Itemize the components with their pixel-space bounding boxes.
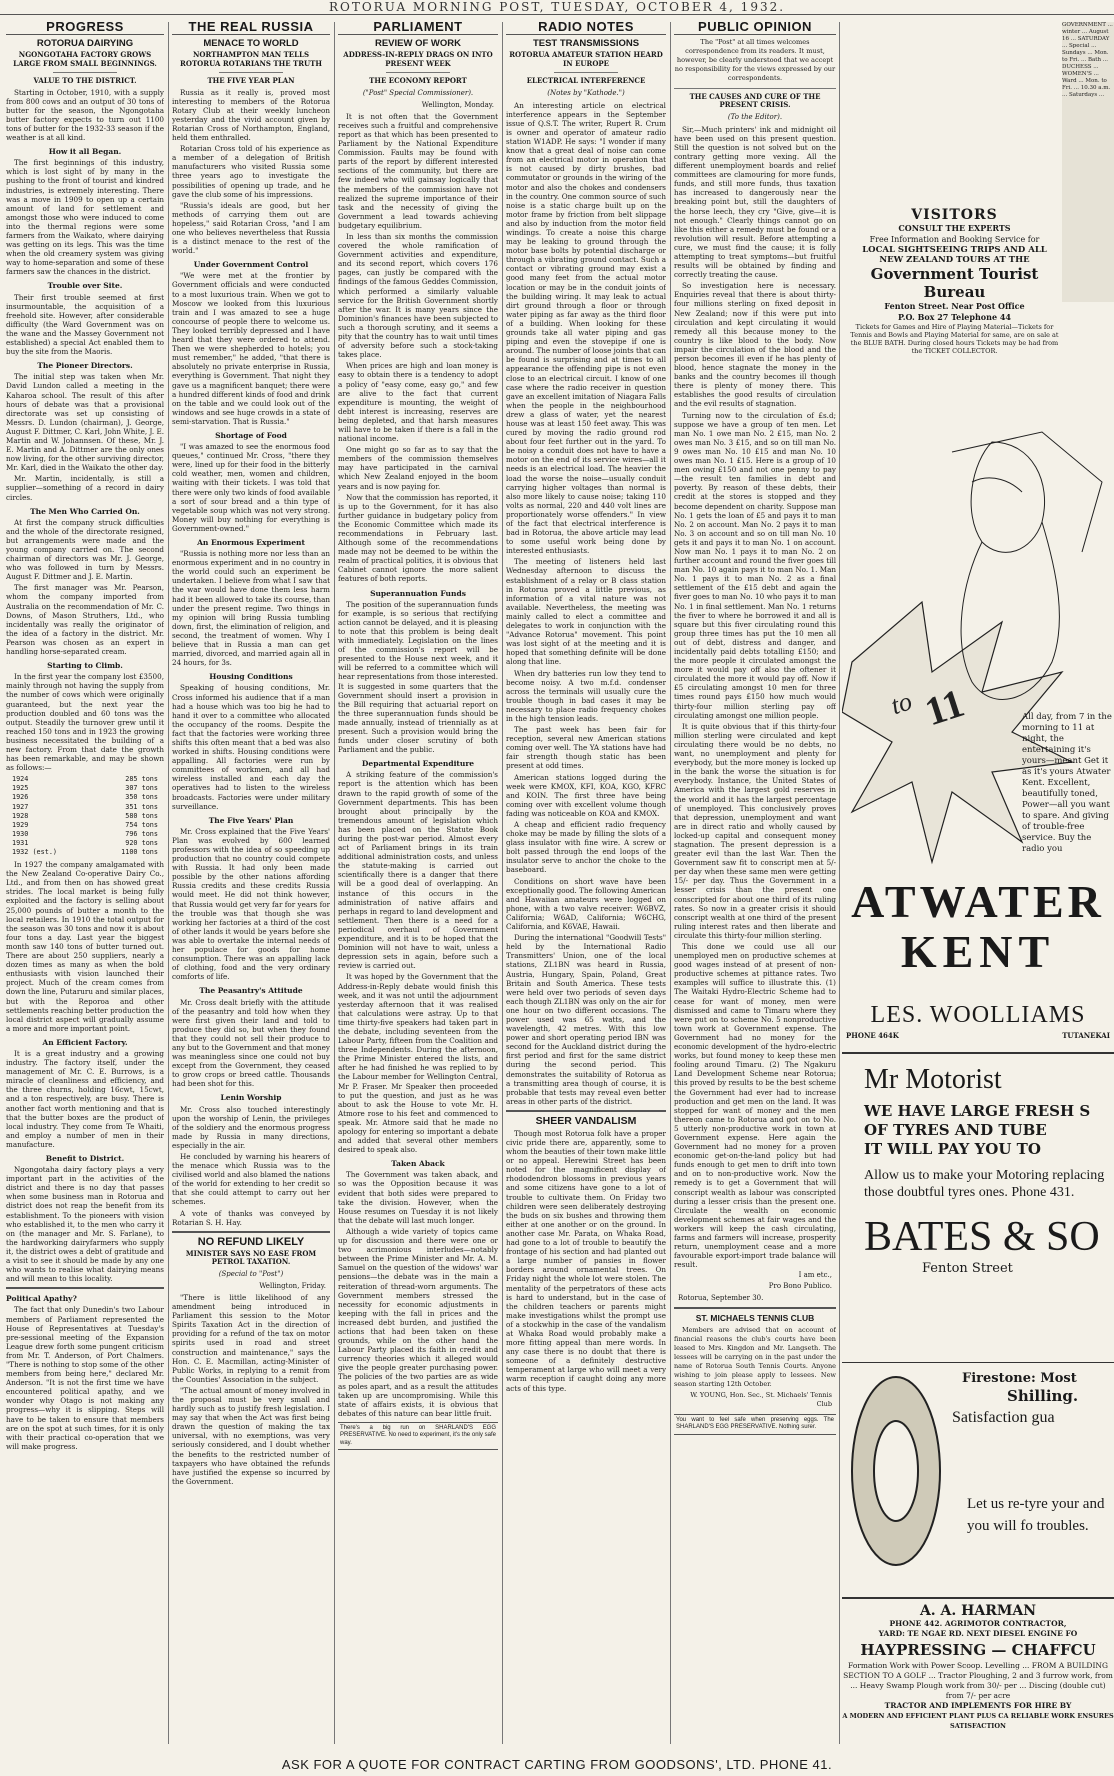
- crosshead: Benefit to District.: [45, 1154, 125, 1163]
- ad-line: OF TYRES AND TUBE: [864, 1121, 1047, 1139]
- ad-brand: BATES & SO: [864, 1214, 1100, 1260]
- footer-advert: ASK FOR A QUOTE FOR CONTRACT CARTING FROM GOODSONS', LTD. PHONE 41.: [281, 1757, 833, 1772]
- paragraph: "Russia's ideals are good, but her methods of carrying them out are hopeless," said Rotarian Cross, "and I am one who believes nevertheless that Russia is a distinct menace to the rest of the world.": [172, 200, 330, 256]
- article-title: SHEER VANDALISM: [535, 1114, 637, 1127]
- article-title: NO REFUND LIKELY: [197, 1235, 305, 1248]
- paragraph: The Government was taken aback, and so was the Opposition because it was evident that both sides were prepared to take the division. However, when the House resumes on Tuesday it is not likely that the debate will last much longer.: [338, 1170, 498, 1225]
- article-deck: MINISTER SAYS NO EASE FROM PETROL TAXATION.: [185, 1248, 317, 1267]
- notice-signature: W. YOUNG, Hon. Sec., St. Michaels' Tennis Club: [690, 1391, 832, 1409]
- paragraph: Sir,—Much printers' ink and midnight oil have been used on this present question. Still the question is not solved but on the contrary getting more vexing. All the different unemployment boards and relief committees are clamouring for more funds, funds, and still more funds, thus taxation has increased to dangerously near the breaking point but, still the daughters of the horse leech, they cry "Give, give—it is not enough." Clearly things cannot go on like this either a remedy must be found or a revolution will result. Before attempting a cure, we must find the cause; it is folly attempting to treat symptoms—but fruitful results will be obtained by finding and correctly treating the cause.: [674, 124, 836, 280]
- divider: [386, 72, 450, 73]
- paragraph: Their first trouble seemed at first insurmountable, the acquisition of a freehold site. However, after considerable difficulty (the Ward Government was on the wane and the Massey Government not established) a special Act enabled them to buy the site from the Maoris.: [6, 292, 164, 357]
- paragraph: "The actual amount of money involved in the proposal must be very small and hardly such as to justify fresh legislation. I may say that when the Act was first being drawn the question of making the tax universal, with no exemptions, was very seriously considered, and I doubt whether the benefits to the restricted number of taxpayers who have obtained the refunds have justified the expense so incurred by the Government.: [172, 1385, 330, 1486]
- column-heading: THE REAL RUSSIA: [172, 22, 330, 35]
- paragraph: When dry batteries run low they tend to become noisy. A two m.f.d. condenser across the terminals will usually cure the trouble though in bad cases it may be necessary to place radio frequency chokes in the high tension leads.: [506, 668, 666, 723]
- ad-address: Fenton Street: [922, 1261, 1013, 1276]
- masthead: ROTORUA MORNING POST, TUESDAY, OCTOBER 4, 1932.: [0, 0, 1114, 15]
- ad-line: TRACTOR AND IMPLEMENTS FOR HIRE BY: [884, 1701, 1072, 1710]
- crosshead: Trouble over Site.: [47, 281, 123, 291]
- paragraph: So investigation here is necessary. Enquiries reveal that there is about thirty-four millions sterling on fixed deposit in New Zealand; now if this were put into circulation and kept circulating it would remedy all this because money to the country is like blood to the body. Now impair the circulation of the blood and the person becomes ill even if he has plenty of blood, hence stagnate the money in the banks and the country becomes ill though there is plenty of money there. This establishes the good results of circulation and the evil results of stagnation.: [674, 281, 836, 409]
- paragraph: When prices are high and loan money is easy to obtain there is a tendency to adopt a policy of "easy come, easy go," and few are alive to the fact that current expenditure is mounting, the weight of debt interest is increasing, reserves are being depleted, and that harsh measures will have to be taken if there is a fall in the national income.: [338, 361, 498, 444]
- paragraph: He concluded by warning his hearers of the menace which Russia was to the civilised world and also blamed the nations of the world for extending to her credit so that she could attempt to carry out her schemes.: [172, 1152, 330, 1207]
- letter-signature: Pro Bono Publico.: [768, 1282, 832, 1291]
- ad-brand: KENT: [900, 926, 1056, 977]
- dealer-street: TUTANEKAI: [1062, 1031, 1110, 1040]
- paragraph: "There is little likelihood of any amendment being introduced in Parliament this session to the Motor Spirits Taxation Act in the direction of providing for a refund of the tax on motor spirits used in road and street construction and maintenance," says the Hon. C. E. Macmillan, acting-Minister of Public Works, in replying to a remit from the Counties' Association in the subject.: [172, 1292, 330, 1384]
- ad-body: Let us re-tyre your and you will fo troubles.: [967, 1496, 1105, 1534]
- ad-line: NEW ZEALAND TOURS AT THE: [879, 255, 1030, 265]
- editorial-notice: The "Post" at all times welcomes correspondence from its readers. It must, however, be clearly understood that we accept no responsibility for the views expressed by our correspondents.: [674, 38, 836, 83]
- crosshead: Taken Aback: [391, 1159, 445, 1169]
- ad-line: PHONE 442. AGRIMOTOR CONTRACTOR,: [889, 1619, 1067, 1628]
- tyre-ad: [842, 1052, 1114, 1354]
- table-row: 1925 307 tons: [12, 784, 158, 793]
- divider: [554, 72, 618, 73]
- paragraph: Now that the commission has reported, it is up to the Government, for it has also further guidance in budgetary policy from the Economic Committee which made its recommendations in February last. Although some of the recommendations made may not be deemed to be within the realm of practical politics, it is obvious that Cabinet cannot ignore the more salient features of both reports.: [338, 492, 498, 584]
- column-rule: [670, 22, 671, 1744]
- firestone-ad: [842, 1362, 1114, 1598]
- crosshead: Lenin Worship: [220, 1093, 282, 1103]
- ad-heading: A. A. HARMAN: [919, 1603, 1037, 1619]
- divider: [219, 72, 282, 73]
- ad-line: Shilling.: [1007, 1387, 1079, 1405]
- divider: [506, 1110, 666, 1112]
- paragraph: This done we could use all our unemployed men on productive schemes at good wages instead of at present of non-productive schemes at pittance rates. Two examples will suffice to illustrate this. (1) The Waitaki Hydro-Electric Scheme had to cease for want of money, men were dismissed and came to Timaru where they were put on to scheme No. 5 nonproductive town work at Government expense. The Government had no money for the economic development of the hydro-electric works, but found money to keep these men fooling around Timaru. (2) The Ngakuru Land Development Scheme near Rotorua; this proved by results to be the best scheme the Government had ever had to increase production and get men on the land. It was stopped for want of money and the men thereon came to Rotorua and got on to No. 5 utterly non-productive work in town at Government expense. Here again the Government had no money for a proven economic get-on-the-land policy but had funds enough to get men to drift into town and on to non-productive work. Now the remedy is to get a Government that will conscript wealth as labour was conscripted during a lesser crisis than the present one. Circulate the wealth on economic development schemes at fair wages and the workers will keep the cash circulating, farms and farmers will increase, prosperity return, unemployment cease and a more favourable export-import trade balance will result.: [674, 942, 836, 1270]
- paragraph: A vote of thanks was conveyed by Rotarian S. H. Hay.: [172, 1208, 330, 1227]
- paragraph: Speaking of housing conditions, Mr. Cross informed his audience that if a man had a house which was too big he had to hand it over to a committee who allocated the occupancy of the rooms. Despite the fact that the factories were working three shifts this often meant that a bed was also worked in shifts. Housing conditions were appalling. All factories were run by committees of workmen, and all had wireless installed and each day the operatives had to listen to the wireless broadcasts. Factories were under military surveillance.: [172, 683, 330, 811]
- divider: [172, 1231, 330, 1233]
- table-row: 1924 285 tons: [12, 775, 158, 784]
- crosshead: Shortage of Food: [215, 430, 287, 440]
- ad-heading: VISITORS: [911, 207, 998, 223]
- column-progress: [6, 22, 164, 1744]
- column-heading: PARLIAMENT: [338, 22, 498, 35]
- column-radio-notes: [506, 22, 666, 1744]
- crosshead: The Peasantry's Attitude: [199, 986, 303, 996]
- crosshead: The Pioneer Directors.: [37, 361, 133, 371]
- column-real-russia: [172, 22, 330, 1744]
- crosshead: The Five Years' Plan: [208, 815, 294, 825]
- paragraph: Mr. Cross dealt briefly with the attitude of the peasantry and told how when they were first given their land and told to produce they did so, but when they found that they could not sell their produce to any but to the Government and that money was meaningless since one could not buy except from the Government, they ceased to grow crops or breed cattle. Thousands had been shot for this.: [172, 997, 330, 1089]
- article-deck: ELECTRICAL INTERFERENCE: [526, 76, 646, 86]
- paragraph: Ngongotaha dairy factory plays a very important part in the activities of the district and there is no day that passes when some business man in Rotorua and district does not reap the benefit from its establishment. To the pioneers with vision who established it, to the men who carry it on (the manager and Mr. S. Farlane), to the hardworking dairyfarmers who supply it, the district owes a debt of gratitude and a visit to see it should be made by any one who wants to realise what dairying means and will mean to this locality.: [6, 1165, 164, 1284]
- radio-ad-copy: All day, from 7 in the morning to 11 at night, the entertaining it's yours—meant Get it as it's yours Atwater Kent. Excellent, beautifully toned, Power—all you want to spare. And giving of trouble-free service. Buy the radio you: [1022, 712, 1112, 854]
- paragraph: The position of the superannuation funds for example, is so serious that rectifying action cannot be delayed, and it is pleasing to note that this problem is being dealt with immediately. Legislation on the lines of the commission's report will be presented to the House next week, and it will be referred to a committee which will hear representations from those interested. It is suggested in some quarters that the Government should insert a provision in the Bill requiring that actuarial report on the three superannuation funds should be made annually, instead of triennially as at present. Such a provision would bring the funds under closer scrutiny of both Parliament and the public.: [338, 599, 498, 755]
- article-deck: NORTHAMPTON MAN TELLS ROTORUA ROTARIANS THE TRUTH: [180, 50, 322, 68]
- paragraph: Starting in October, 1910, with a supply from 800 cows and an output of 30 tons of butter for the season, the Ngongotaha butter factory expects to turn out 1100 tons of butter for the 1932-33 season if the weather is at all kind.: [6, 87, 164, 143]
- ad-body: Allow us to make your Motoring replacing those doubtful tyres ones. Phone 431.: [864, 1168, 1105, 1200]
- byline: (Notes by "Kathode."): [547, 88, 625, 97]
- byline: (Special to "Post"): [218, 1269, 284, 1278]
- divider: [53, 72, 116, 73]
- article-title: REVIEW OF WORK: [374, 38, 462, 50]
- crosshead: Political Apathy?: [6, 1294, 77, 1304]
- table-row: 1931 920 tons: [12, 838, 158, 847]
- dealer-phone: PHONE 464K: [846, 1031, 899, 1040]
- paragraph: A cheap and efficient radio frequency choke may be made by filling the slots of a glass insulator with fine wire. A screw or bolt passed through the end loops of the insulator serve to anchor the choke to the baseboard.: [506, 820, 666, 875]
- paragraph: Mr. Martin, incidentally, is still a supplier—something of a record in dairy circles.: [6, 474, 164, 502]
- paragraph: "We were met at the frontier by Government officials and were conducted to a most luxurious train. When we got to Moscow we looked from this luxurious train and I was amazed to see a huge concourse of people there to welcome us. They looked terribly depressed and I have heard that they were ordered to attend. Then we were shepherded to hotels; you must remember," he added, "that there is absolutely no private enterprise in Russia, everything is Government. That night they gave us a magnificent banquet; there were a hundred different kinds of food and drink on the table and we could look out of the windows and see huge crowds in a state of semi-starvation. That is Russia.": [172, 271, 330, 426]
- crosshead: Housing Conditions: [209, 672, 293, 682]
- svg-text:to: to: [887, 686, 916, 721]
- byline: ("Post" Special Commissioner).: [362, 88, 474, 97]
- crosshead: How it all Began.: [48, 147, 122, 157]
- ad-address: Fenton Street. Near Post Office: [884, 301, 1025, 311]
- ad-heading: Mr Motorist: [864, 1064, 1002, 1095]
- ad-smallprint: Tickets for Games and Hire of Playing Material—Tickets for Tennis and Bowls and Playing Material for same, are on sale at the BLUE BATH. During closed hours Tickets may be had from the TICKET COLLECTOR.: [850, 323, 1059, 355]
- paragraph: Turning now to the circulation of £s.d; suppose we have a group of ten men. Let man No. 1 owe man No. 2 £15, man No. 2 owes man No. 3 £15, and so on till man No. 9 owes man No. 10 £15 and man No. 10 owes man No. 1 £15. Here is a group of 10 men owing £150 and not one penny to pay—the result ten families in debt and poverty. By reason of these debts, their credit at the stores is stopped and they become dependent on charity. Suppose man No. 1 gets the loan of £5 and pays it to man No. 2 on account. Man No. 2 pays it to man No. 3 on account and so on till man No. 10 gets it and pays it to man No. 1 on account. Now man No. 1 pays it to man No. 2 on further account and round the fiver goes till man No. 10 again pays it to man No. 1. Man No. 1 pays it to man No. 2 as a final settlement of the £15 debt and again the fiver goes to man No. 10 who pays it to man No. 1 in final settlement. Man No. 1 returns the fiver to where he borrowed it and all is square but this fiver circulating round this group three times has put the 10 men all out of debt, distress and danger, and incidentally paid debts totalling £150; and the more people it circulated amongst the more it would pay off also the oftener it circulated the more it would pay off. Now if £5 circulating amongst 10 men for three times round pays £150 how much would thirty-four million sterling pay off circulating amongst one million people.: [674, 410, 836, 720]
- letter-date: Rotorua, September 30.: [678, 1293, 764, 1302]
- column-heading: PUBLIC OPINION: [674, 22, 836, 35]
- paragraph: A striking feature of the commission's report is the attention which has been drawn to the rapid growth of some of the Government departments. This has been brought about principally by the tremendous amount of legislation which has been placed on the Statute Book during the post-war period. Almost every act of Parliament brings in its train additional administration costs, and unless the statute-making is carried out scientifically there is a danger that there will be a good deal of overlapping. An instance of this occurs in the administration of native affairs and perhaps in regard to land development and settlement. Then there is a need for a periodical overhaul of Government expenditure, and it is to be hoped that the Dominion will not have to wait, unless a depression sets in again, before such a review is carried out.: [338, 770, 498, 971]
- notice-title: ST. MICHAELS TENNIS CLUB: [695, 1312, 815, 1323]
- paragraph: During the international "Goodwill Tests" held by the International Radio Transmitters' Union, one of the local stations, ZL1BN was heard in Russia, Austria, Hungary, Spain, Poland, Great Britain and South America. These tests were held over two periods of seven days each though ZL1BN was only on the air for one hour on two different occasions. The power used was 65 watts, and the wavelength, 42 metres. With this low power and short operating period IBN was second for the Auckland district during the first period and first for the same district during the second period. This demonstrates the suitability of Rotorua as a transmitting area though of course, it is probable that tests may reveal even better areas in other parts of the district.: [506, 933, 666, 1106]
- article-deck: ADDRESS-IN-REPLY DRAGS ON INTO PRESENT WEEK: [343, 50, 493, 68]
- table-row: 1926 350 tons: [12, 793, 158, 802]
- dealer-ad: [842, 1002, 1114, 1042]
- paragraph: At first the company struck difficulties and the whole of the directorate resigned, but arrangements were made and the young company carried on. The second chairman of directors was Mr. J. George, who was followed in turn by Messrs. August F. Dittmer and J. E. Martin.: [6, 517, 164, 582]
- paragraph: In 1927 the company amalgamated with the New Zealand Co-operative Dairy Co., Ltd., and from then on has showed great strides. The local market is being fully exploited and the factory is selling about 25,000 pounds of butter a month to the local retailers. In 1910 the total output for the season was 30 tons and now it is about four tons a day. Last year the biggest month saw 140 tons of butter turned out. There are about 250 suppliers, nearly a dozen times as many as when the bold enthusiasts with vision launched their project. Much of the cream comes from down the line, Putaruru and similar places, but with the Reporoa and other settlements reaching better production the local district aspect will gradually assume a more and more important point.: [6, 860, 164, 1033]
- dateline: Wellington, Monday.: [421, 100, 494, 109]
- column-heading: RADIO NOTES: [506, 22, 666, 35]
- paragraph: The fact that only Dunedin's two Labour members of Parliament represented the House of Representatives at Tuesday's pre-sessional meeting of the Expansion League drew forth some pungent criticism from Mr. T. Anderson, of Port Chalmers. "There is nothing to stop some of the other members from being here," declared Mr. Anderson. "It is not the first time we have encountered political apathy, and we wonder why Otago is not making any progress—why it is slipping. Steps will have to be taken to ensure that members are on the spot at such times, for it is only with their practical co-operation that we will make progress.: [6, 1305, 164, 1451]
- ad-line: Firestone: Most: [962, 1371, 1077, 1386]
- paragraph: American stations logged during the week were KMOX, KFI, KOA, KGO, KFRC and KOIN. The first three have being coming over with excellent volume though fading was noticeable on KOA and KMOX.: [506, 772, 666, 818]
- article-deck: NGONGOTAHA FACTORY GROWS LARGE FROM SMALL BEGINNINGS.: [13, 50, 157, 68]
- column-rule: [334, 22, 335, 1744]
- paragraph: It is a great industry and a growing industry. The factory itself, under the management of Mr. C. E. Burrows, is a miracle of cleanliness and efficiency, and the three churns, holding 16cwt, 15cwt, and a ton respectively, are busy. There is another fact worth mentioning and that is that the butter boxes are the product of local industry. They come from Te Whaiti, and employ a number of men in their manufacture.: [6, 1048, 164, 1149]
- dateline: Wellington, Friday.: [259, 1281, 326, 1290]
- article-deck: THE ECONOMY REPORT: [369, 76, 467, 86]
- ad-line: Free Information and Booking Service for: [869, 235, 1040, 244]
- crosshead: Departmental Expenditure: [361, 759, 475, 769]
- tyre-icon: [846, 1371, 946, 1571]
- article-deck: ROTORUA AMATEUR STATION HEARD IN EUROPE: [509, 50, 663, 68]
- article-deck: VALUE TO THE DISTRICT.: [33, 76, 137, 86]
- ad-bureau-name: Government Tourist Bureau: [870, 265, 1039, 301]
- crosshead: An Enormous Experiment: [197, 538, 305, 547]
- paragraph: Conditions on short wave have been exceptionally good. The following American and Hawaiian amateurs were logged on phone, with a two valve receiver: W6BVZ, California; W6AD, California; W6CHG, California, and K6VAE, Hawaii.: [506, 876, 666, 932]
- paragraph: Members are advised that on account of financial reasons the club's courts have been leased to Mrs. Kingdon and Mr. Langseth. The lessees will be carrying on in the past under the name of Rotorua South Tennis Courts. Anyone wishing to join please apply to lessees. New season starting 12th October.: [674, 1325, 836, 1389]
- column-heading: PROGRESS: [6, 22, 164, 35]
- paragraph: Although a wide variety of topics came up for discussion and there were one or two acrimonious interludes—notably between the Prime Minister and Mr. A. M. Samuel on the question of the widows' war pensions—the debate was in the main a reiteration of thread-worn arguments. The Government members stressed the necessity for economic adjustments in keeping with the fall in prices and the increased debt burden, and justified the actions that had been taken on these grounds, while on the other hand the Labour Party placed its faith in credit and currency theories which it alleged would give the people greater purchasing power. The policies of the two parties are as wide as poles apart, and as a result the attitudes taken up are uncompromising. While this state of affairs exists, it is obvious that debates of this nature can bear little fruit.: [338, 1226, 498, 1418]
- column-public-opinion: [674, 22, 836, 1744]
- paragraph: Mr. Cross explained that the Five Years' Plan was evolved by 600 learned professors with the idea of so speeding up production that no country could compete with Russia. It had only been made possible by the other nations affording Russia credits and these credits Russia would meet. He did not think however, that Russia would get very far for years for the trouble was that though she was working her factories at a third of the cost of other lands it would be years before she was able to overtake the internal needs of her populace for goods for home consumption. There was an appalling lack of clothing, food and the very ordinary comforts of life.: [172, 826, 330, 982]
- paragraph: In less than six months the commission covered the whole ramification of Government activities and expenditure, and its second report, which covers 176 pages, can justly be compared with the findings of the famous Geddes Commission, which performed a similarly valuable service for the British Government shortly after the war. It is many years since the Dominion's finances have been subjected to such a thorough scrutiny, and it seems a pity that the country has to wait until times of adversity before such a stock-taking takes place.: [338, 232, 498, 360]
- sharlands-ad: There's a big run on SHARLAND'S EGG PRESERVATIVE. No need to experiment, it's the only safe way.: [338, 1422, 498, 1451]
- paragraph: The first manager was Mr. Pearson, whom the company imported from Australia on the recommendation of Mr. C. Downs, of Mason Struthers, Ltd., who incidentally was really the originator of the idea of a factory in the district. Mr. Pearson was chosen as an expert in handling horse-separated cream.: [6, 583, 164, 657]
- crosshead: An Efficient Factory.: [42, 1037, 128, 1047]
- table-row: 1930 796 tons: [12, 829, 158, 838]
- paragraph: Though most Rotorua folk have a proper civic pride there are, apparently, some to whom the beauties of their town make little or no appeal. Herewini Street has been noted for the magnificent display of rhododendron blossoms in previous years and some citizens have gone to a lot of trouble to cultivate them. On Friday two children were seen deliberately destroying the buds on six bushes and throwing them either at one another or on the ground. In another case Mr. Parata, on Whaka Road, had gone to a lot of trouble to beautify the frontage of his section and had planted out a large number of pansies in flower borders around ornamental trees. On Friday night the whole lot were stolen. The mentality of the perpetrators of these acts is hard to understand, but in the case of the children teachers or parents might make investigations whilst the prompt use of a stockwhip in the case of the vandalism at Whaka Road would probably make a more fitting appeal than mere words. In any case there is no doubt that there is someone of a definitely destructive temperament at large who will meet a very warm reception if caught doing any more acts of this type.: [506, 1128, 666, 1393]
- paragraph: In the first year the company lost £3500, mainly through not having the supply from the number of cows which were originally guaranteed, but the next year the production doubled and 60 tons was the output. Steadily the turnover grew until it reached 150 tons and in 1923 the growing business necessitated the building of a new factory. From that date the growth has been remarkable, and may be shown as follows:—: [6, 672, 164, 773]
- letter-salutation: (To the Editor).: [727, 112, 783, 121]
- ad-line: A MODERN AND EFFICIENT PLANT PLUS CA RELIABLE WORK ENSURES SATISFACTION: [842, 1712, 1114, 1730]
- article-title: MENACE TO WORLD: [203, 38, 299, 50]
- crosshead: Starting to Climb.: [47, 661, 123, 671]
- ad-line: LOCAL SIGHTSEEING TRIPS AND ALL: [862, 245, 1047, 255]
- ad-line: WE HAVE LARGE FRESH S: [864, 1102, 1091, 1120]
- atwater-kent-ad: [842, 877, 1114, 977]
- paragraph: An interesting article on electrical interference appears in the September issue of Q.S.T. The writer, Rupert R. Crum is owner and operator of amateur radio station W1ADP. He says: "I wonder if many know that a great deal of noise can come from an electrical motor in operation that is not caused by dirty brushes, bad commutator or grounds in the wiring of the motor and also the chokes and condensers in the country. One common source of such noise is a static charge built up on the motor frame by friction from belt slippage and also by induction from the motor field windings. To create a noise this charge may be leaking to ground through the motor base bolts by potential discharge or through a vibrating ground contact. Such a contact or vibrating ground may exist a good many feet from the actual motor location or may be in the conduit joints of the building wiring. It may leak to actual dirt ground through a floor or through water piping as far away as the third floor of a building. When looking for these grounds take all water piping and gas piping and even the stovepipe if one is around. The number of loose joints that can be found is surprising and at times to all appearance the offending pipe is not even close to an electrical circuit. I know of one case where the radio receiver in question gave an excellent imitation of Niagara Falls when the people in the neighbourhood drew a glass of water, yet the nearest house was at least 150 feet away. This was cured by moving the radio ground rod about four feet further out in the yard. To be noisy a conduit does not have to have a motor on the end of its service wires—all it needs is an electrical load. The heavier the load the worse the noise—usually conduit carrying higher voltages than normal is also more likely to cause noise; taking 110 volts as normal, 220 and 440 volt lines are proportionately worse offenders." In view of the fact that electrical interference is bad in Rotorua, the above article may lead to some useful work being done by interested enthusiasts.: [506, 100, 666, 556]
- paragraph: Mr. Cross also touched interestingly upon the worship of Lenin, the privileges of the soldiery and the enormous progress made by Russia in many directions, especially in the air.: [172, 1104, 330, 1150]
- ad-line: YARD: TE NGAE RD. NEXT DIESEL ENGINE FO: [878, 1629, 1078, 1638]
- column-parliament: [338, 22, 498, 1744]
- article-title: ROTORUA DAIRYING: [36, 38, 134, 50]
- crosshead: Under Government Control: [193, 260, 309, 270]
- dealer-name: LES. WOOLLIAMS: [870, 1002, 1086, 1028]
- ad-phone: P.O. Box 27 Telephone 44: [898, 312, 1011, 322]
- table-row: 1932 (est.) 1100 tons: [12, 848, 158, 856]
- paragraph: It was hoped by the Government that the Address-in-Reply debate would finish this week, and it was not until the adjournment yesterday afternoon that it was realised that calculations were astray. Up to that time thirty-five speakers had taken part in the debate, including seventeen from the Labour Party, fifteen from the Coalition and three Independents. During the afternoon, the Prime Minister entered the lists, and after he had finished he was replied to by the Labour member for Wellington Central, Mr P. Fraser. Mr Speaker then proceeded to put the question, and just as he was about to ask the House to vote Mr. H. Atmore rose to his feet and commenced to speak. Mr. Atmore said that he made no apology for entering so important a debate and added that several other members desired to speak also.: [338, 972, 498, 1155]
- article-deck: THE CAUSES AND CURE OF THE PRESENT CRISIS.: [689, 91, 821, 110]
- tourist-bureau-ad: [847, 207, 1062, 355]
- table-row: 1929 754 tons: [12, 820, 158, 829]
- ad-body: Formation Work with Power Scoop. Levelling ... FROM A BUILDING SECTION TO A GOLF ... Tractor Ploughing, 2 and 3 furrow work, from ... Heavy Swamp Plough work from 30/- per ... Discing (double cut) from 7/- per acre: [843, 1661, 1113, 1700]
- paragraph: It is quite obvious that if this thirty-four million sterling were circulated and kept circulating there would be no debts, no want, no unemployment and plenty for everybody, but the more money is locked up in the bank the worse the situation is for everybody. Instance, the United States of America with the largest gold reserves in the world and it has the largest percentage of unemployed. This conclusively proves that depression, unemployment and want are in direct ratio and wholly caused by locked-up capital and consequent money stagnation. The present depression is a greater evil than the last War. Then the Government saw fit to conscript men at 5/- per day when these same men were getting 15/- per day. Thus the Government in a lesser crisis than the present one conscripted for about one third of its ruling rates. So now in a greater crisis it should conscript wealth at one third of the present ruling interest rates and then liberate and circulate this thirty-four million sterling.: [674, 721, 836, 940]
- paragraph: It is not often that the Government receives such a fruitful and comprehensive report as that which has been presented to Parliament by the National Expenditure Commission. Faults may be found with parts of the report by different interested sections of the community, but there are few indeed who will gainsay logically that the members of the commission have not realized the supreme importance of their task and the necessity of giving the Government a lead towards achieving budgetary equilibrium.: [338, 111, 498, 230]
- harman-ad: [842, 1597, 1114, 1747]
- divider: [674, 1307, 836, 1309]
- paragraph: The first beginnings of this industry, which is lost sight of by many in the pushing to the front of tourist and kindred industries, is extremely interesting. There was a move in 1909 to open up a certain amount of land for settlement and amongst those who were induced to come into the thermal regions were some farmers from the Waikato, where dairying was getting on its legs. This was the time when the old creamery system was giving way to home-separation and some of these farmers saw the chances in the district.: [6, 158, 164, 277]
- ad-subheading: CONSULT THE EXPERTS: [898, 223, 1011, 233]
- column-rule: [502, 22, 503, 1744]
- crosshead: Superannuation Funds: [370, 588, 466, 598]
- svg-text:11: 11: [919, 679, 970, 735]
- divider: [674, 88, 836, 89]
- paragraph: Russia as it really is, proved most interesting to members of the Rotorua Rotary Club at their weekly luncheon yesterday and the vivid account given by Rotarian Cross of Northampton, England, held them enthralled.: [172, 87, 330, 143]
- table-row: 1928 580 tons: [12, 811, 158, 820]
- paragraph: One might go so far as to say that the members of the commission themselves may have participated in the carnival which New Zealand enjoyed in the boom years and is now paying for.: [338, 445, 498, 491]
- ad-brand: ATWATER: [851, 876, 1105, 927]
- paragraph: "I was amazed to see the enormous food queues," continued Mr. Cross, "there they were, lined up for their food in the bitterly cold weather, men, women and children, waiting with their tickets. I was told that there were only two kinds of food available a sort of sour bread and a thin type of vegetable soup which was not very strong. Money will buy nothing for everything is Government-owned.": [172, 442, 330, 533]
- production-table: [12, 775, 158, 857]
- paragraph: "Russia is nothing more nor less than an enormous experiment and in no country in the world could such an experiment be undertaken. I believe from what I saw that the war would have done them less harm had it been allowed to take its course, than under the present regime. Two things in my opinion will bring Russia tumbling down, first, the elimination of religion, and second, the treatment of women. Why I believe that in Russia a man can get married, divorced, and married again all in 24 hours, for 3s.: [172, 549, 330, 668]
- letter-signoff: I am etc.,: [798, 1271, 832, 1280]
- advert-column: [842, 22, 1114, 1747]
- sharlands-ad: You want to feel safe when preserving eggs. The SHARLAND'S EGG PRESERVATIVE. Nothing surer.: [674, 1414, 836, 1435]
- crosshead: The Men Who Carried On.: [30, 506, 140, 516]
- ad-line: IT WILL PAY YOU TO: [864, 1140, 1041, 1158]
- ad-line: HAYPRESSING — CHAFFCU: [860, 1641, 1096, 1659]
- bath-schedule-ad: GOVERNMENT ... winter ... August 16 ... SATURDAY ... Special ... Sundays ... Mon. to Fri. ... Bath ... DUCHESS ... WOMEN'S ... Ward ... Mon. to Fri. ... 10.30 a.m. ... Saturdays ...: [1062, 22, 1114, 302]
- paragraph: The initial step was taken when Mr. David Lundon called a meeting in the Kaharoa school. The result of this after hours of debate was that a provisional directorate was set up consisting of Messrs. D. Lundon (chairman), J. George, August F. Dittmer, C. Karl, John White, J. E. Martin and W. Johannsen. Of these, Mr. J. E. Martin and A. Dittmer are the only ones now living, for the other surviving director, Mr. Karl, died in the Waikato the other day.: [6, 372, 164, 473]
- article-deck: THE FIVE YEAR PLAN: [207, 76, 295, 86]
- ad-line: Satisfaction gua: [952, 1409, 1055, 1426]
- table-row: 1927 351 tons: [12, 802, 158, 811]
- article-title: TEST TRANSMISSIONS: [532, 38, 640, 50]
- column-rule: [168, 22, 169, 1744]
- column-rule: [839, 22, 840, 1744]
- paragraph: The past week has been fair for reception, several new American stations coming over well. The YA stations have had fair strength though static has been present at odd times.: [506, 725, 666, 771]
- paragraph: The meeting of listeners held last Wednesday afternoon to discuss the establishment of a relay or B class station in Rotorua proved a little previous, as information of a vital nature was not available. Nevertheless, the meeting was mainly called to elect a committee and delegates to work in conjunction with the "Advance Rotorua" movement. This point was lost sight of at the meeting and it is hoped that something definite will be done along that line.: [506, 557, 666, 667]
- divider: [6, 1287, 164, 1289]
- paragraph: Rotarian Cross told of his experience as a member of a delegation of British manufacturers who visited Russia some three years ago to investigate the possibilities of opening up trade, and he gave the club some of his impressions.: [172, 144, 330, 199]
